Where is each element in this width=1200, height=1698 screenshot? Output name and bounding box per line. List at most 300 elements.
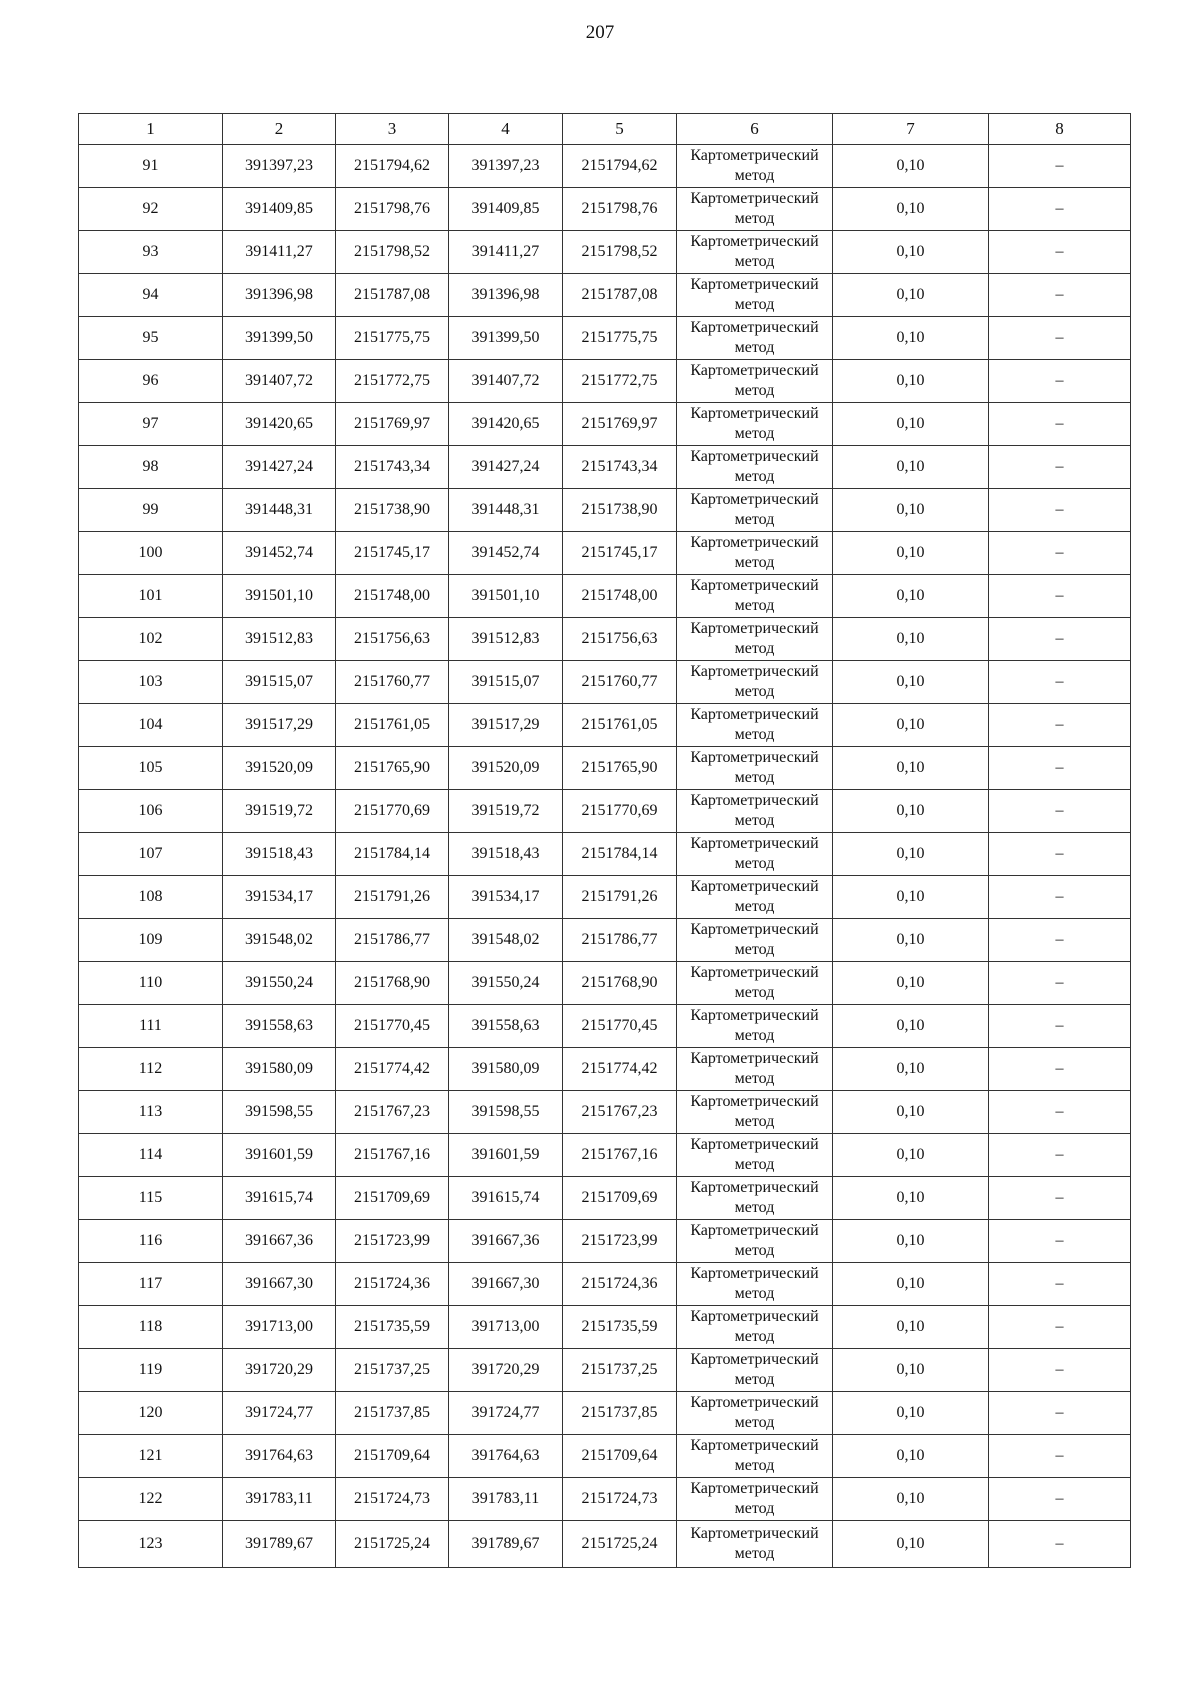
method-cell <box>677 575 833 618</box>
x-coordinate-cell: 391713,00 <box>223 1306 336 1349</box>
y-coordinate-cell: 2151791,26 <box>563 876 677 919</box>
table-row <box>79 1306 1131 1349</box>
point-number-cell: 101 <box>79 575 223 618</box>
method-line-2: метод <box>734 726 775 743</box>
note-cell: – <box>989 661 1131 704</box>
note-cell: – <box>989 1005 1131 1048</box>
column-header: 1 <box>79 114 223 145</box>
method-line-1: Картометрический <box>690 620 819 637</box>
y-coordinate-cell: 2151767,23 <box>336 1091 449 1134</box>
x-coordinate-cell: 391548,02 <box>449 919 563 962</box>
x-coordinate-cell: 391615,74 <box>449 1177 563 1220</box>
method-line-1: Картометрический <box>690 792 819 809</box>
table-row <box>79 403 1131 446</box>
method-line-1: Картометрический <box>690 663 819 680</box>
y-coordinate-cell: 2151709,69 <box>563 1177 677 1220</box>
method-line-2: метод <box>734 167 775 184</box>
x-coordinate-cell: 391764,63 <box>449 1435 563 1478</box>
x-coordinate-cell: 391448,31 <box>449 489 563 532</box>
note-cell: – <box>989 1478 1131 1521</box>
table-row <box>79 747 1131 790</box>
note-cell: – <box>989 1306 1131 1349</box>
y-coordinate-cell: 2151775,75 <box>336 317 449 360</box>
y-coordinate-cell: 2151774,42 <box>336 1048 449 1091</box>
method-cell <box>677 1263 833 1306</box>
x-coordinate-cell: 391550,24 <box>449 962 563 1005</box>
accuracy-cell: 0,10 <box>833 188 989 231</box>
method-line-2: метод <box>734 1500 775 1517</box>
accuracy-cell: 0,10 <box>833 1392 989 1435</box>
point-number-cell: 123 <box>79 1521 223 1568</box>
table-row <box>79 145 1131 188</box>
x-coordinate-cell: 391667,30 <box>223 1263 336 1306</box>
y-coordinate-cell: 2151756,63 <box>563 618 677 661</box>
method-cell <box>677 145 833 188</box>
y-coordinate-cell: 2151791,26 <box>336 876 449 919</box>
x-coordinate-cell: 391783,11 <box>223 1478 336 1521</box>
method-line-2: метод <box>734 898 775 915</box>
x-coordinate-cell: 391452,74 <box>449 532 563 575</box>
method-cell <box>677 618 833 661</box>
note-cell: – <box>989 704 1131 747</box>
note-cell: – <box>989 403 1131 446</box>
method-cell <box>677 1392 833 1435</box>
method-line-2: метод <box>734 382 775 399</box>
method-line-2: метод <box>734 425 775 442</box>
x-coordinate-cell: 391667,36 <box>449 1220 563 1263</box>
y-coordinate-cell: 2151794,62 <box>563 145 677 188</box>
table-row <box>79 1177 1131 1220</box>
method-line-2: метод <box>734 1414 775 1431</box>
y-coordinate-cell: 2151786,77 <box>563 919 677 962</box>
table-row <box>79 446 1131 489</box>
note-cell: – <box>989 231 1131 274</box>
x-coordinate-cell: 391411,27 <box>449 231 563 274</box>
x-coordinate-cell: 391580,09 <box>223 1048 336 1091</box>
x-coordinate-cell: 391713,00 <box>449 1306 563 1349</box>
y-coordinate-cell: 2151756,63 <box>336 618 449 661</box>
table-row <box>79 1048 1131 1091</box>
method-line-1: Картометрический <box>690 1093 819 1110</box>
note-cell: – <box>989 747 1131 790</box>
x-coordinate-cell: 391520,09 <box>223 747 336 790</box>
y-coordinate-cell: 2151724,36 <box>336 1263 449 1306</box>
y-coordinate-cell: 2151768,90 <box>563 962 677 1005</box>
method-line-1: Картометрический <box>690 362 819 379</box>
page-number: 207 <box>585 22 615 43</box>
method-line-1: Картометрический <box>690 233 819 250</box>
note-cell: – <box>989 317 1131 360</box>
note-cell: – <box>989 1435 1131 1478</box>
point-number-cell: 98 <box>79 446 223 489</box>
accuracy-cell: 0,10 <box>833 1435 989 1478</box>
y-coordinate-cell: 2151768,90 <box>336 962 449 1005</box>
x-coordinate-cell: 391407,72 <box>449 360 563 403</box>
x-coordinate-cell: 391558,63 <box>449 1005 563 1048</box>
x-coordinate-cell: 391519,72 <box>223 790 336 833</box>
method-line-1: Картометрический <box>690 1136 819 1153</box>
x-coordinate-cell: 391515,07 <box>449 661 563 704</box>
x-coordinate-cell: 391520,09 <box>449 747 563 790</box>
table-row <box>79 704 1131 747</box>
method-cell <box>677 1134 833 1177</box>
accuracy-cell: 0,10 <box>833 1177 989 1220</box>
accuracy-cell: 0,10 <box>833 532 989 575</box>
accuracy-cell: 0,10 <box>833 274 989 317</box>
method-cell <box>677 747 833 790</box>
x-coordinate-cell: 391411,27 <box>223 231 336 274</box>
note-cell: – <box>989 360 1131 403</box>
y-coordinate-cell: 2151745,17 <box>336 532 449 575</box>
table-row <box>79 1478 1131 1521</box>
method-cell <box>677 1177 833 1220</box>
accuracy-cell: 0,10 <box>833 833 989 876</box>
accuracy-cell: 0,10 <box>833 790 989 833</box>
x-coordinate-cell: 391720,29 <box>223 1349 336 1392</box>
x-coordinate-cell: 391420,65 <box>223 403 336 446</box>
note-cell: – <box>989 1091 1131 1134</box>
y-coordinate-cell: 2151745,17 <box>563 532 677 575</box>
table-row <box>79 532 1131 575</box>
method-line-1: Картометрический <box>690 1351 819 1368</box>
y-coordinate-cell: 2151786,77 <box>336 919 449 962</box>
accuracy-cell: 0,10 <box>833 876 989 919</box>
x-coordinate-cell: 391501,10 <box>449 575 563 618</box>
y-coordinate-cell: 2151760,77 <box>563 661 677 704</box>
x-coordinate-cell: 391517,29 <box>223 704 336 747</box>
x-coordinate-cell: 391512,83 <box>223 618 336 661</box>
method-cell <box>677 1435 833 1478</box>
method-line-2: метод <box>734 253 775 270</box>
method-cell <box>677 403 833 446</box>
accuracy-cell: 0,10 <box>833 704 989 747</box>
y-coordinate-cell: 2151787,08 <box>563 274 677 317</box>
y-coordinate-cell: 2151767,16 <box>336 1134 449 1177</box>
accuracy-cell: 0,10 <box>833 962 989 1005</box>
method-line-1: Картометрический <box>690 1480 819 1497</box>
accuracy-cell: 0,10 <box>833 661 989 704</box>
x-coordinate-cell: 391517,29 <box>449 704 563 747</box>
point-number-cell: 111 <box>79 1005 223 1048</box>
x-coordinate-cell: 391720,29 <box>449 1349 563 1392</box>
method-line-2: метод <box>734 554 775 571</box>
point-number-cell: 110 <box>79 962 223 1005</box>
x-coordinate-cell: 391448,31 <box>223 489 336 532</box>
y-coordinate-cell: 2151737,25 <box>563 1349 677 1392</box>
point-number-cell: 92 <box>79 188 223 231</box>
method-line-1: Картометрический <box>690 319 819 336</box>
y-coordinate-cell: 2151761,05 <box>563 704 677 747</box>
y-coordinate-cell: 2151772,75 <box>563 360 677 403</box>
y-coordinate-cell: 2151772,75 <box>336 360 449 403</box>
table-row <box>79 1091 1131 1134</box>
note-cell: – <box>989 618 1131 661</box>
accuracy-cell: 0,10 <box>833 1048 989 1091</box>
method-line-1: Картометрический <box>690 1525 819 1542</box>
table-row <box>79 1220 1131 1263</box>
method-cell <box>677 661 833 704</box>
x-coordinate-cell: 391396,98 <box>449 274 563 317</box>
table-row <box>79 618 1131 661</box>
x-coordinate-cell: 391724,77 <box>223 1392 336 1435</box>
y-coordinate-cell: 2151724,73 <box>563 1478 677 1521</box>
x-coordinate-cell: 391764,63 <box>223 1435 336 1478</box>
method-line-2: метод <box>734 941 775 958</box>
y-coordinate-cell: 2151709,64 <box>563 1435 677 1478</box>
method-line-1: Картометрический <box>690 749 819 766</box>
x-coordinate-cell: 391518,43 <box>223 833 336 876</box>
x-coordinate-cell: 391534,17 <box>449 876 563 919</box>
method-line-1: Картометрический <box>690 835 819 852</box>
y-coordinate-cell: 2151775,75 <box>563 317 677 360</box>
point-number-cell: 93 <box>79 231 223 274</box>
x-coordinate-cell: 391397,23 <box>223 145 336 188</box>
method-line-1: Картометрический <box>690 276 819 293</box>
y-coordinate-cell: 2151724,36 <box>563 1263 677 1306</box>
method-line-1: Картометрический <box>690 706 819 723</box>
method-cell <box>677 1349 833 1392</box>
method-line-1: Картометрический <box>690 1308 819 1325</box>
point-number-cell: 122 <box>79 1478 223 1521</box>
y-coordinate-cell: 2151743,34 <box>336 446 449 489</box>
x-coordinate-cell: 391519,72 <box>449 790 563 833</box>
x-coordinate-cell: 391550,24 <box>223 962 336 1005</box>
table-body <box>79 145 1131 1568</box>
accuracy-cell: 0,10 <box>833 747 989 790</box>
y-coordinate-cell: 2151787,08 <box>336 274 449 317</box>
method-line-2: метод <box>734 769 775 786</box>
note-cell: – <box>989 532 1131 575</box>
method-cell <box>677 1048 833 1091</box>
y-coordinate-cell: 2151770,45 <box>336 1005 449 1048</box>
note-cell: – <box>989 489 1131 532</box>
y-coordinate-cell: 2151737,25 <box>336 1349 449 1392</box>
method-line-2: метод <box>734 1457 775 1474</box>
y-coordinate-cell: 2151735,59 <box>336 1306 449 1349</box>
x-coordinate-cell: 391598,55 <box>449 1091 563 1134</box>
method-cell <box>677 833 833 876</box>
note-cell: – <box>989 145 1131 188</box>
y-coordinate-cell: 2151784,14 <box>336 833 449 876</box>
x-coordinate-cell: 391558,63 <box>223 1005 336 1048</box>
method-line-2: метод <box>734 1027 775 1044</box>
accuracy-cell: 0,10 <box>833 575 989 618</box>
method-line-1: Картометрический <box>690 1179 819 1196</box>
x-coordinate-cell: 391534,17 <box>223 876 336 919</box>
point-number-cell: 96 <box>79 360 223 403</box>
method-line-2: метод <box>734 812 775 829</box>
x-coordinate-cell: 391512,83 <box>449 618 563 661</box>
x-coordinate-cell: 391601,59 <box>449 1134 563 1177</box>
x-coordinate-cell: 391399,50 <box>223 317 336 360</box>
y-coordinate-cell: 2151765,90 <box>336 747 449 790</box>
table-row <box>79 833 1131 876</box>
method-line-1: Картометрический <box>690 1265 819 1282</box>
x-coordinate-cell: 391601,59 <box>223 1134 336 1177</box>
table-row <box>79 317 1131 360</box>
x-coordinate-cell: 391580,09 <box>449 1048 563 1091</box>
note-cell: – <box>989 446 1131 489</box>
point-number-cell: 103 <box>79 661 223 704</box>
y-coordinate-cell: 2151769,97 <box>563 403 677 446</box>
table-row <box>79 661 1131 704</box>
y-coordinate-cell: 2151774,42 <box>563 1048 677 1091</box>
method-line-2: метод <box>734 339 775 356</box>
note-cell: – <box>989 790 1131 833</box>
method-line-1: Картометрический <box>690 921 819 938</box>
x-coordinate-cell: 391452,74 <box>223 532 336 575</box>
x-coordinate-cell: 391615,74 <box>223 1177 336 1220</box>
x-coordinate-cell: 391783,11 <box>449 1478 563 1521</box>
note-cell: – <box>989 876 1131 919</box>
method-line-2: метод <box>734 210 775 227</box>
y-coordinate-cell: 2151737,85 <box>563 1392 677 1435</box>
accuracy-cell: 0,10 <box>833 1263 989 1306</box>
table-row <box>79 1521 1131 1568</box>
table-row <box>79 919 1131 962</box>
x-coordinate-cell: 391724,77 <box>449 1392 563 1435</box>
y-coordinate-cell: 2151769,97 <box>336 403 449 446</box>
table-row <box>79 1134 1131 1177</box>
y-coordinate-cell: 2151748,00 <box>336 575 449 618</box>
y-coordinate-cell: 2151709,69 <box>336 1177 449 1220</box>
note-cell: – <box>989 1349 1131 1392</box>
method-cell <box>677 1478 833 1521</box>
note-cell: – <box>989 1134 1131 1177</box>
point-number-cell: 107 <box>79 833 223 876</box>
x-coordinate-cell: 391409,85 <box>223 188 336 231</box>
accuracy-cell: 0,10 <box>833 317 989 360</box>
column-header: 3 <box>336 114 449 145</box>
method-cell <box>677 790 833 833</box>
x-coordinate-cell: 391518,43 <box>449 833 563 876</box>
column-header: 6 <box>677 114 833 145</box>
x-coordinate-cell: 391427,24 <box>449 446 563 489</box>
method-cell <box>677 1005 833 1048</box>
note-cell: – <box>989 1521 1131 1568</box>
point-number-cell: 97 <box>79 403 223 446</box>
y-coordinate-cell: 2151748,00 <box>563 575 677 618</box>
method-line-1: Картометрический <box>690 534 819 551</box>
y-coordinate-cell: 2151794,62 <box>336 145 449 188</box>
point-number-cell: 114 <box>79 1134 223 1177</box>
point-number-cell: 91 <box>79 145 223 188</box>
y-coordinate-cell: 2151761,05 <box>336 704 449 747</box>
table-row <box>79 1005 1131 1048</box>
point-number-cell: 120 <box>79 1392 223 1435</box>
note-cell: – <box>989 1220 1131 1263</box>
accuracy-cell: 0,10 <box>833 446 989 489</box>
method-line-2: метод <box>734 1113 775 1130</box>
y-coordinate-cell: 2151735,59 <box>563 1306 677 1349</box>
y-coordinate-cell: 2151798,52 <box>336 231 449 274</box>
method-line-1: Картометрический <box>690 405 819 422</box>
method-line-1: Картометрический <box>690 1437 819 1454</box>
method-line-2: метод <box>734 1328 775 1345</box>
method-line-2: метод <box>734 597 775 614</box>
y-coordinate-cell: 2151767,16 <box>563 1134 677 1177</box>
method-cell <box>677 274 833 317</box>
y-coordinate-cell: 2151709,64 <box>336 1435 449 1478</box>
note-cell: – <box>989 575 1131 618</box>
y-coordinate-cell: 2151738,90 <box>336 489 449 532</box>
accuracy-cell: 0,10 <box>833 1134 989 1177</box>
method-line-2: метод <box>734 511 775 528</box>
y-coordinate-cell: 2151765,90 <box>563 747 677 790</box>
method-cell <box>677 919 833 962</box>
method-line-2: метод <box>734 1285 775 1302</box>
x-coordinate-cell: 391548,02 <box>223 919 336 962</box>
method-line-2: метод <box>734 1156 775 1173</box>
note-cell: – <box>989 962 1131 1005</box>
method-cell <box>677 1521 833 1568</box>
x-coordinate-cell: 391789,67 <box>449 1521 563 1568</box>
method-line-1: Картометрический <box>690 491 819 508</box>
table-row <box>79 1349 1131 1392</box>
x-coordinate-cell: 391409,85 <box>449 188 563 231</box>
column-header: 5 <box>563 114 677 145</box>
x-coordinate-cell: 391420,65 <box>449 403 563 446</box>
accuracy-cell: 0,10 <box>833 1091 989 1134</box>
method-cell <box>677 1306 833 1349</box>
table-row <box>79 876 1131 919</box>
method-line-2: метод <box>734 296 775 313</box>
y-coordinate-cell: 2151724,73 <box>336 1478 449 1521</box>
point-number-cell: 99 <box>79 489 223 532</box>
point-number-cell: 118 <box>79 1306 223 1349</box>
accuracy-cell: 0,10 <box>833 1005 989 1048</box>
accuracy-cell: 0,10 <box>833 1521 989 1568</box>
point-number-cell: 104 <box>79 704 223 747</box>
method-line-1: Картометрический <box>690 1007 819 1024</box>
method-line-2: метод <box>734 855 775 872</box>
method-line-2: метод <box>734 683 775 700</box>
column-header: 7 <box>833 114 989 145</box>
point-number-cell: 113 <box>79 1091 223 1134</box>
x-coordinate-cell: 391667,36 <box>223 1220 336 1263</box>
coordinates-table <box>78 113 1131 1568</box>
table-row <box>79 962 1131 1005</box>
method-cell <box>677 231 833 274</box>
point-number-cell: 109 <box>79 919 223 962</box>
column-header: 8 <box>989 114 1131 145</box>
x-coordinate-cell: 391789,67 <box>223 1521 336 1568</box>
accuracy-cell: 0,10 <box>833 618 989 661</box>
method-cell <box>677 962 833 1005</box>
table-row <box>79 575 1131 618</box>
y-coordinate-cell: 2151725,24 <box>563 1521 677 1568</box>
method-line-2: метод <box>734 1199 775 1216</box>
accuracy-cell: 0,10 <box>833 403 989 446</box>
accuracy-cell: 0,10 <box>833 489 989 532</box>
note-cell: – <box>989 1392 1131 1435</box>
y-coordinate-cell: 2151723,99 <box>563 1220 677 1263</box>
note-cell: – <box>989 1263 1131 1306</box>
accuracy-cell: 0,10 <box>833 1220 989 1263</box>
method-line-1: Картометрический <box>690 448 819 465</box>
method-line-2: метод <box>734 468 775 485</box>
y-coordinate-cell: 2151770,45 <box>563 1005 677 1048</box>
method-cell <box>677 1220 833 1263</box>
method-line-1: Картометрический <box>690 190 819 207</box>
table-row <box>79 1392 1131 1435</box>
method-line-2: метод <box>734 1545 775 1562</box>
method-cell <box>677 1091 833 1134</box>
accuracy-cell: 0,10 <box>833 1349 989 1392</box>
point-number-cell: 108 <box>79 876 223 919</box>
y-coordinate-cell: 2151798,76 <box>336 188 449 231</box>
note-cell: – <box>989 919 1131 962</box>
